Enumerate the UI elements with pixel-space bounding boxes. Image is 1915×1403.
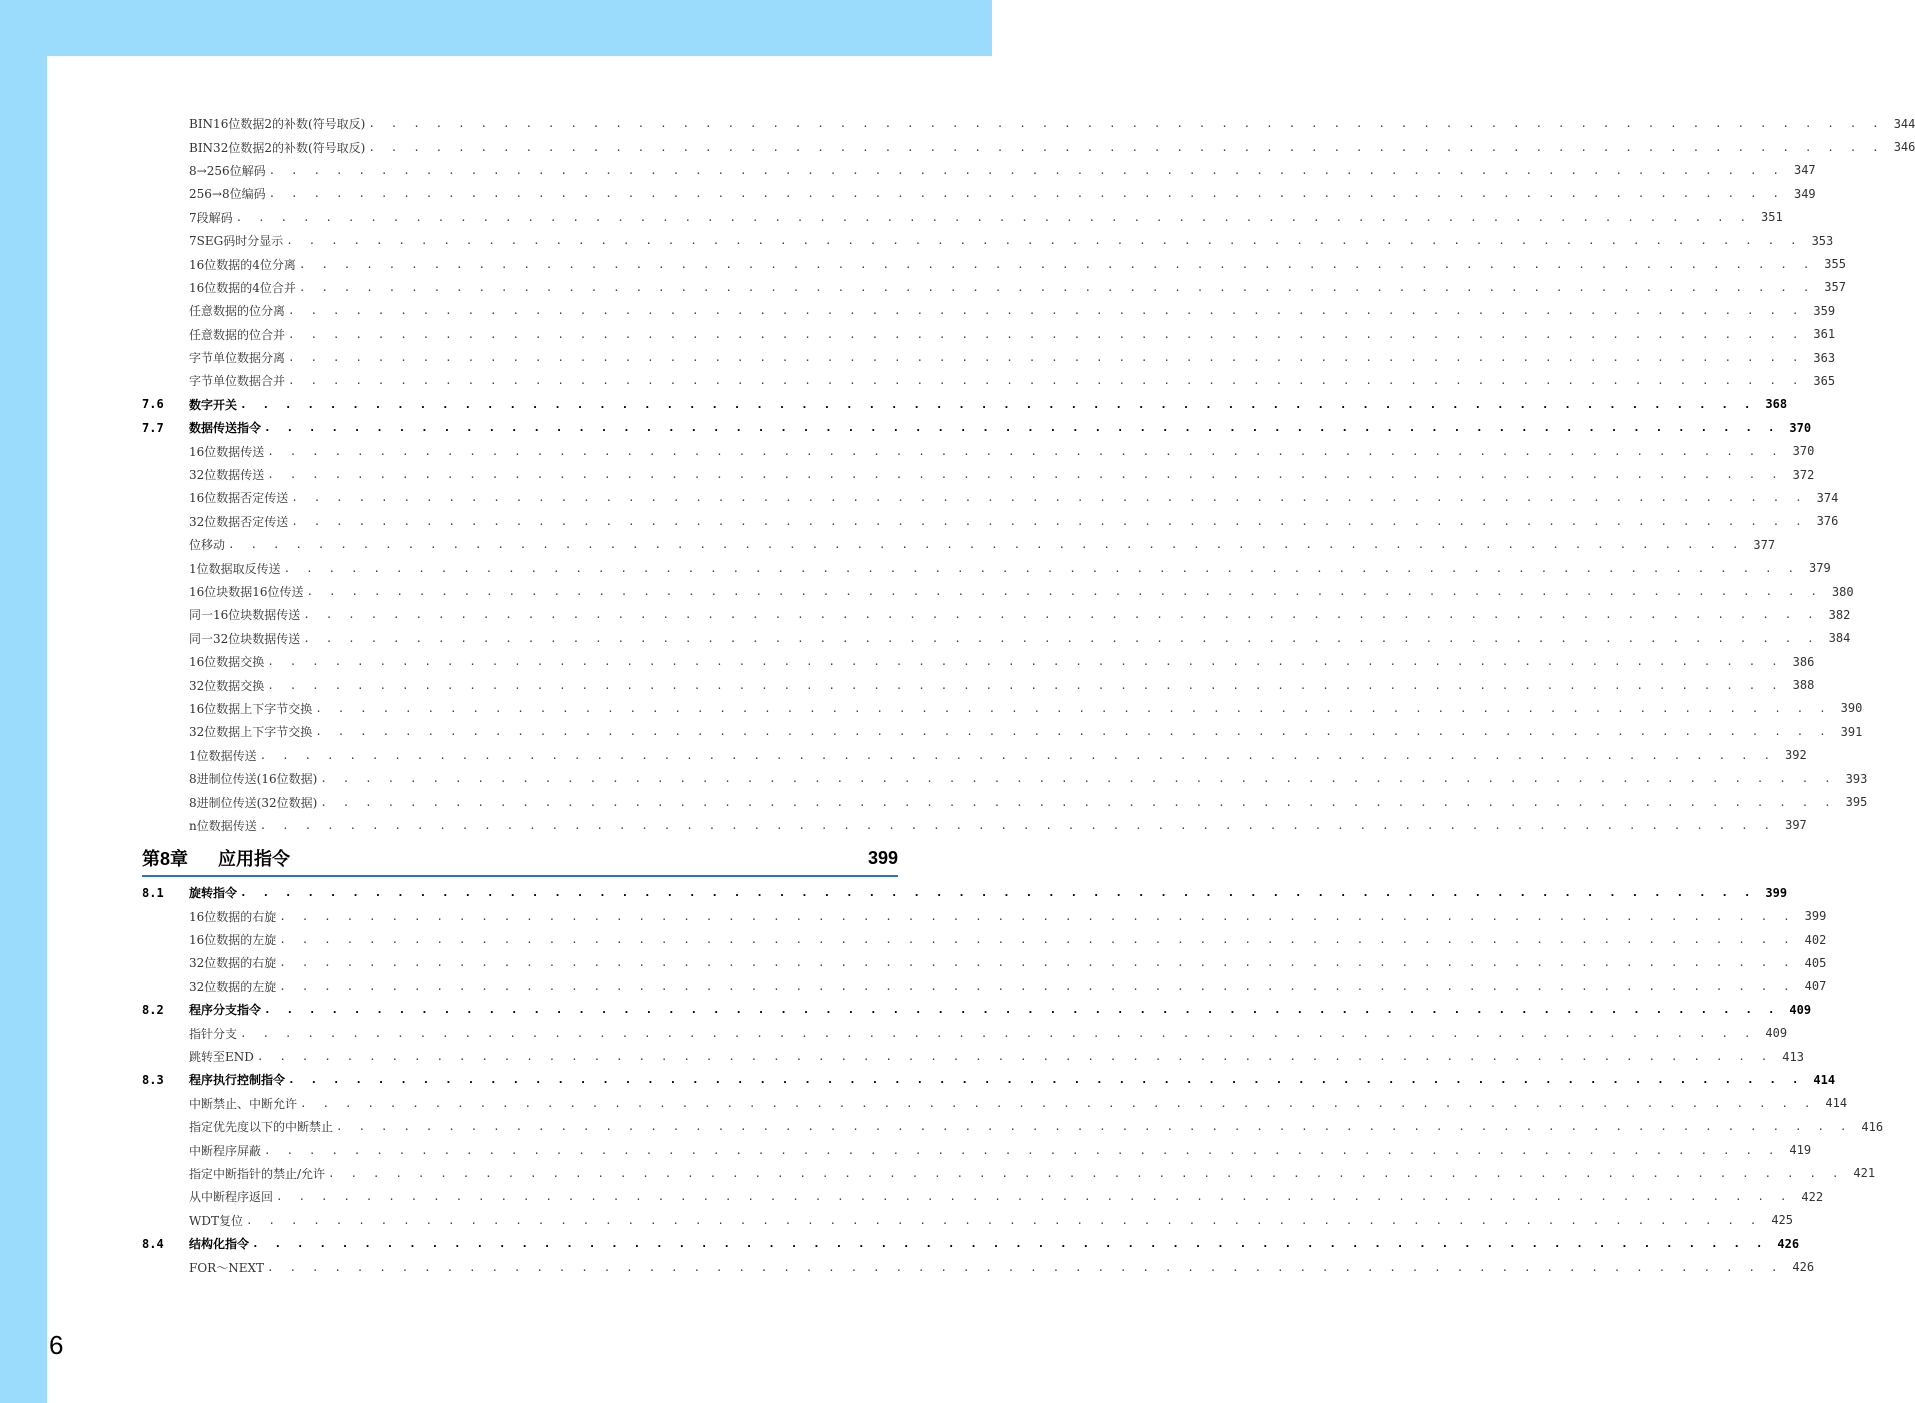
- dot-leader: . . . . . . . . . . . . . . . . . . . . . . . . . . . . . . . . . . . . . . . . . . . . . . . . . . . . . . . . . . . . . . . . . . . .: [267, 655, 1783, 669]
- toc-entry[interactable]: [142, 928, 1827, 951]
- section-number: 7.7: [142, 420, 164, 435]
- toc-entry[interactable]: [142, 580, 1854, 603]
- toc-entry[interactable]: [142, 1138, 1812, 1161]
- entry-title: 字节单位数据分离: [142, 349, 288, 366]
- dot-leader: . . . . . . . . . . . . . . . . . . . . . . . . . . . . . . . . . . . . . . . . . . . . . . . . . . . . . . . . . . . . . . . . . . . .: [245, 1213, 1762, 1227]
- left-margin-band: [0, 0, 47, 1403]
- top-header-band: [0, 0, 992, 56]
- toc-entry[interactable]: [142, 975, 1827, 998]
- toc-entry[interactable]: [142, 951, 1827, 974]
- entry-title: n位数据传送: [142, 817, 260, 834]
- entry-title: 同一32位块数据传送: [142, 630, 303, 647]
- section-number: 8.2: [142, 1002, 164, 1017]
- toc-entry[interactable]: [142, 627, 1851, 650]
- entry-title: 1位数据传送: [142, 747, 260, 764]
- dot-leader: . . . . . . . . . . . . . . . . . . . . . . . . . . . . . . . . . . . . . . . . . . . . . . . . . . . . . . . . . . . . . . . . . . . .: [288, 304, 1804, 318]
- entry-page-number: 425: [1771, 1213, 1794, 1228]
- entry-page-number: 372: [1792, 467, 1815, 482]
- entry-page-number: 414: [1813, 1072, 1836, 1087]
- entry-page-number: 426: [1792, 1260, 1815, 1275]
- entry-page-number: 376: [1816, 514, 1839, 529]
- entry-title: FOR～NEXT: [142, 1259, 267, 1276]
- entry-title: 字节单位数据合并: [142, 372, 288, 389]
- toc-entry[interactable]: [142, 1115, 1884, 1138]
- entry-title: BIN32位数据2的补数(符号取反): [142, 139, 368, 156]
- section-number: 7.6: [142, 397, 164, 412]
- dot-leader: . . . . . . . . . . . . . . . . . . . . . . . . . . . . . . . . . . . . . . . . . . . . . . . . . . . . . . . . . . . . . . . . . . . .: [240, 886, 1756, 900]
- toc-entry[interactable]: [142, 135, 1915, 158]
- toc-entry[interactable]: [142, 252, 1846, 275]
- section-number: 8.3: [142, 1072, 164, 1087]
- entry-page-number: 413: [1782, 1049, 1804, 1064]
- entry-title: 32位数据交换: [142, 677, 267, 694]
- toc-entry[interactable]: [142, 533, 1776, 556]
- entry-page-number: 363: [1813, 350, 1836, 365]
- dot-leader: . . . . . . . . . . . . . . . . . . . . . . . . . . . . . . . . . . . . . . . . . . . . . . . . . . . . . . . . . . . . . . . . . . . .: [268, 187, 1784, 201]
- entry-title: 8进制位传送(16位数据): [142, 770, 320, 787]
- entry-title: 16位数据传送: [142, 443, 267, 460]
- toc-entry[interactable]: [142, 486, 1839, 509]
- toc-entry[interactable]: [142, 159, 1816, 182]
- dot-leader: . . . . . . . . . . . . . . . . . . . . . . . . . . . . . . . . . . . . . . . . . . . . . . . . . . . . . . . . . . . . . . . . . . . .: [279, 979, 1795, 993]
- entry-title: 32位数据上下字节交换: [142, 723, 315, 740]
- entry-page-number: 386: [1792, 654, 1815, 669]
- entry-page-number: 391: [1840, 724, 1863, 739]
- entry-page-number: 365: [1813, 373, 1836, 388]
- dot-leader: . . . . . . . . . . . . . . . . . . . . . . . . . . . . . . . . . . . . . . . . . . . . . . . . . . . . . . . . . . . . . . . . . . . .: [336, 1120, 1852, 1134]
- dot-leader: . . . . . . . . . . . . . . . . . . . . . . . . . . . . . . . . . . . . . . . . . . . . . . . . . . . . . . . . . . . . . . . . . . . .: [288, 374, 1804, 388]
- entry-title: 中断禁止、中断允许: [142, 1095, 300, 1112]
- dot-leader: . . . . . . . . . . . . . . . . . . . . . . . . . . . . . . . . . . . . . . . . . . . . . . . . . . . . . . . . . . . . . . . . . . . .: [279, 909, 1795, 923]
- dot-leader: . . . . . . . . . . . . . . . . . . . . . . . . . . . . . . . . . . . . . . . . . . . . . . . . . . . . . . . . . . . . . . . . . . . .: [300, 1096, 1816, 1110]
- toc-entry[interactable]: [142, 1045, 1804, 1068]
- entry-page-number: 416: [1861, 1119, 1884, 1134]
- dot-leader: . . . . . . . . . . . . . . . . . . . . . . . . . . . . . . . . . . . . . . . . . . . . . . . . . . . . . . . . . . . . . . . . . . . .: [303, 631, 1819, 645]
- entry-page-number: 346: [1893, 140, 1915, 155]
- table-of-contents: [142, 112, 1915, 1279]
- dot-leader: . . . . . . . . . . . . . . . . . . . . . . . . . . . . . . . . . . . . . . . . . . . . . . . . . . . . . . . . . . . . . . . . . . . .: [268, 163, 1784, 177]
- dot-leader: . . . . . . . . . . . . . . . . . . . . . . . . . . . . . . . . . . . . . . . . . . . . . . . . . . . . . . . . . . . . . . . . . . . .: [288, 1073, 1804, 1087]
- entry-title: 结构化指令: [189, 1235, 252, 1252]
- entry-title: BIN16位数据2的补数(符号取反): [142, 115, 368, 132]
- dot-leader: . . . . . . . . . . . . . . . . . . . . . . . . . . . . . . . . . . . . . . . . . . . . . . . . . . . . . . . . . . . . . . . . . . . .: [291, 491, 1807, 505]
- entry-title: 16位数据上下字节交换: [142, 700, 315, 717]
- toc-section-entry[interactable]: [142, 1232, 1800, 1255]
- entry-title: 16位数据否定传送: [142, 489, 291, 506]
- dot-leader: . . . . . . . . . . . . . . . . . . . . . . . . . . . . . . . . . . . . . . . . . . . . . . . . . . . . . . . . . . . . . . . . . . . .: [267, 1260, 1783, 1274]
- entry-title: 数字开关: [189, 396, 240, 413]
- entry-title: 指定优先度以下的中断禁止: [142, 1118, 336, 1135]
- entry-title: 16位数据的右旋: [142, 908, 279, 925]
- dot-leader: . . . . . . . . . . . . . . . . . . . . . . . . . . . . . . . . . . . . . . . . . . . . . . . . . . . . . . . . . . . . . . . . . . . .: [264, 1143, 1780, 1157]
- toc-entry[interactable]: [142, 206, 1783, 229]
- dot-leader: . . . . . . . . . . . . . . . . . . . . . . . . . . . . . . . . . . . . . . . . . . . . . . . . . . . . . . . . . . . . . . . . . . . .: [259, 748, 1775, 762]
- entry-page-number: 377: [1753, 537, 1776, 552]
- dot-leader: . . . . . . . . . . . . . . . . . . . . . . . . . . . . . . . . . . . . . . . . . . . . . . . . . . . . . . . . . . . . . . . . . . . .: [264, 421, 1780, 435]
- entry-page-number: 351: [1761, 210, 1783, 225]
- toc-entry[interactable]: [142, 112, 1915, 135]
- toc-section-entry[interactable]: [142, 416, 1812, 439]
- entry-title: 8进制位传送(32位数据): [142, 794, 320, 811]
- entry-page-number: 397: [1785, 818, 1807, 833]
- entry-page-number: 421: [1853, 1166, 1876, 1181]
- entry-page-number: 382: [1828, 607, 1851, 622]
- toc-entry[interactable]: [142, 1162, 1876, 1185]
- entry-title: 7SEG码时分显示: [142, 232, 286, 249]
- dot-leader: . . . . . . . . . . . . . . . . . . . . . . . . . . . . . . . . . . . . . . . . . . . . . . . . . . . . . . . . . . . . . . . . . . . .: [288, 327, 1804, 341]
- dot-leader: . . . . . . . . . . . . . . . . . . . . . . . . . . . . . . . . . . . . . . . . . . . . . . . . . . . . . . . . . . . . . . . . . . . .: [228, 538, 1744, 552]
- entry-title: 程序执行控制指令: [189, 1071, 288, 1088]
- toc-entry[interactable]: [142, 556, 1831, 579]
- entry-title: 16位数据交换: [142, 653, 267, 670]
- entry-title: 32位数据否定传送: [142, 513, 291, 530]
- entry-title: WDT复位: [142, 1212, 246, 1229]
- dot-leader: . . . . . . . . . . . . . . . . . . . . . . . . . . . . . . . . . . . . . . . . . . . . . . . . . . . . . . . . . . . . . . . . . . . .: [320, 772, 1836, 786]
- entry-page-number: 344: [1893, 116, 1915, 131]
- toc-section-entry[interactable]: [142, 881, 1788, 904]
- entry-title: 跳转至END: [142, 1048, 257, 1065]
- entry-title: 16位数据的4位合并: [142, 279, 299, 296]
- dot-leader: . . . . . . . . . . . . . . . . . . . . . . . . . . . . . . . . . . . . . . . . . . . . . . . . . . . . . . . . . . . . . . . . . . . .: [256, 1050, 1772, 1064]
- entry-page-number: 395: [1845, 795, 1868, 810]
- entry-title: 指针分支: [142, 1025, 240, 1042]
- entry-title: 1位数据取反传送: [142, 560, 284, 577]
- entry-page-number: 368: [1765, 397, 1788, 412]
- toc-entry[interactable]: [142, 744, 1807, 767]
- toc-entry[interactable]: [142, 1255, 1815, 1278]
- dot-leader: . . . . . . . . . . . . . . . . . . . . . . . . . . . . . . . . . . . . . . . . . . . . . . . . . . . . . . . . . . . . . . . . . . . .: [368, 117, 1884, 131]
- toc-entry[interactable]: [142, 369, 1836, 392]
- dot-leader: . . . . . . . . . . . . . . . . . . . . . . . . . . . . . . . . . . . . . . . . . . . . . . . . . . . . . . . . . . . . . . . . . . . .: [267, 468, 1783, 482]
- dot-leader: . . . . . . . . . . . . . . . . . . . . . . . . . . . . . . . . . . . . . . . . . . . . . . . . . . . . . . . . . . . . . . . . . . . .: [315, 701, 1831, 715]
- toc-entry[interactable]: [142, 603, 1851, 626]
- entry-page-number: 379: [1809, 561, 1831, 576]
- entry-page-number: 359: [1813, 303, 1836, 318]
- page-number: 6: [49, 1330, 64, 1360]
- section-number: 8.4: [142, 1236, 164, 1251]
- dot-leader: . . . . . . . . . . . . . . . . . . . . . . . . . . . . . . . . . . . . . . . . . . . . . . . . . . . . . . . . . . . . . . . . . . . .: [264, 1003, 1780, 1017]
- entry-page-number: 388: [1792, 678, 1815, 693]
- chapter-title: 应用指令: [218, 849, 290, 870]
- entry-page-number: 349: [1793, 186, 1816, 201]
- toc-entry[interactable]: [142, 1021, 1788, 1044]
- dot-leader: . . . . . . . . . . . . . . . . . . . . . . . . . . . . . . . . . . . . . . . . . . . . . . . . . . . . . . . . . . . . . . . . . . . .: [320, 795, 1836, 809]
- dot-leader: . . . . . . . . . . . . . . . . . . . . . . . . . . . . . . . . . . . . . . . . . . . . . . . . . . . . . . . . . . . . . . . . . . . .: [298, 280, 1814, 294]
- entry-page-number: 419: [1789, 1143, 1812, 1158]
- chapter-page-number: 399: [867, 847, 898, 868]
- entry-page-number: 384: [1828, 631, 1851, 646]
- entry-page-number: 409: [1789, 1002, 1812, 1017]
- chapter-number: 第8章: [142, 849, 189, 870]
- toc-entry[interactable]: [142, 673, 1815, 696]
- entry-page-number: 402: [1804, 932, 1827, 947]
- dot-leader: . . . . . . . . . . . . . . . . . . . . . . . . . . . . . . . . . . . . . . . . . . . . . . . . . . . . . . . . . . . . . . . . . . . .: [252, 1237, 1768, 1251]
- entry-title: 任意数据的位合并: [142, 326, 288, 343]
- toc-entry[interactable]: [142, 790, 1868, 813]
- dot-leader: . . . . . . . . . . . . . . . . . . . . . . . . . . . . . . . . . . . . . . . . . . . . . . . . . . . . . . . . . . . . . . . . . . . .: [368, 140, 1884, 154]
- dot-leader: . . . . . . . . . . . . . . . . . . . . . . . . . . . . . . . . . . . . . . . . . . . . . . . . . . . . . . . . . . . . . . . . . . . .: [279, 933, 1795, 947]
- entry-title: 16位块数据16位传送: [142, 583, 307, 600]
- entry-title: 中断程序屏蔽: [142, 1142, 264, 1159]
- dot-leader: . . . . . . . . . . . . . . . . . . . . . . . . . . . . . . . . . . . . . . . . . . . . . . . . . . . . . . . . . . . . . . . . . . . .: [283, 561, 1799, 575]
- toc-section-entry[interactable]: [142, 998, 1812, 1021]
- toc-entry[interactable]: [142, 1209, 1794, 1232]
- toc-entry[interactable]: [142, 814, 1807, 837]
- entry-title: 16位数据的4位分离: [142, 256, 299, 273]
- dot-leader: . . . . . . . . . . . . . . . . . . . . . . . . . . . . . . . . . . . . . . . . . . . . . . . . . . . . . . . . . . . . . . . . . . . .: [288, 351, 1804, 365]
- entry-title: 程序分支指令: [189, 1001, 264, 1018]
- dot-leader: . . . . . . . . . . . . . . . . . . . . . . . . . . . . . . . . . . . . . . . . . . . . . . . . . . . . . . . . . . . . . . . . . . . .: [286, 234, 1802, 248]
- entry-title: 从中断程序返回: [142, 1188, 276, 1205]
- toc-entry[interactable]: [142, 1092, 1848, 1115]
- entry-title: 32位数据的右旋: [142, 954, 279, 971]
- entry-title: 7段解码: [142, 209, 236, 226]
- entry-page-number: 407: [1804, 979, 1827, 994]
- entry-page-number: 426: [1777, 1236, 1800, 1251]
- toc-entry[interactable]: [142, 229, 1834, 252]
- dot-leader: . . . . . . . . . . . . . . . . . . . . . . . . . . . . . . . . . . . . . . . . . . . . . . . . . . . . . . . . . . . . . . . . . . . .: [303, 608, 1819, 622]
- entry-page-number: 409: [1765, 1026, 1788, 1041]
- entry-title: 位移动: [142, 536, 228, 553]
- entry-page-number: 399: [1804, 909, 1827, 924]
- entry-title: 任意数据的位分离: [142, 302, 288, 319]
- toc-entry[interactable]: [142, 1185, 1824, 1208]
- toc-entry[interactable]: [142, 767, 1868, 790]
- entry-page-number: 393: [1845, 771, 1868, 786]
- dot-leader: . . . . . . . . . . . . . . . . . . . . . . . . . . . . . . . . . . . . . . . . . . . . . . . . . . . . . . . . . . . . . . . . . . . .: [328, 1166, 1844, 1180]
- entry-page-number: 399: [1765, 885, 1788, 900]
- toc-entry[interactable]: [142, 720, 1863, 743]
- dot-leader: . . . . . . . . . . . . . . . . . . . . . . . . . . . . . . . . . . . . . . . . . . . . . . . . . . . . . . . . . . . . . . . . . . . .: [276, 1190, 1792, 1204]
- toc-entry[interactable]: [142, 697, 1863, 720]
- entry-page-number: 405: [1804, 955, 1827, 970]
- dot-leader: . . . . . . . . . . . . . . . . . . . . . . . . . . . . . . . . . . . . . . . . . . . . . . . . . . . . . . . . . . . . . . . . . . . .: [306, 585, 1822, 598]
- entry-title: 16位数据的左旋: [142, 931, 279, 948]
- dot-leader: . . . . . . . . . . . . . . . . . . . . . . . . . . . . . . . . . . . . . . . . . . . . . . . . . . . . . . . . . . . . . . . . . . . .: [279, 956, 1795, 970]
- toc-entry[interactable]: [142, 299, 1836, 322]
- dot-leader: . . . . . . . . . . . . . . . . . . . . . . . . . . . . . . . . . . . . . . . . . . . . . . . . . . . . . . . . . . . . . . . . . . . .: [291, 514, 1807, 528]
- toc-entry[interactable]: [142, 439, 1815, 462]
- dot-leader: . . . . . . . . . . . . . . . . . . . . . . . . . . . . . . . . . . . . . . . . . . . . . . . . . . . . . . . . . . . . . . . . . . . .: [240, 397, 1756, 411]
- entry-title: 32位数据的左旋: [142, 978, 279, 995]
- dot-leader: . . . . . . . . . . . . . . . . . . . . . . . . . . . . . . . . . . . . . . . . . . . . . . . . . . . . . . . . . . . . . . . . . . . .: [235, 210, 1751, 224]
- entry-page-number: 357: [1824, 280, 1846, 295]
- entry-title: 旋转指令: [189, 884, 240, 901]
- entry-page-number: 422: [1801, 1189, 1824, 1204]
- entry-page-number: 380: [1831, 584, 1854, 599]
- toc-entry[interactable]: [142, 510, 1839, 533]
- entry-page-number: 392: [1785, 748, 1807, 763]
- entry-title: 指定中断指针的禁止/允许: [142, 1165, 328, 1182]
- dot-leader: . . . . . . . . . . . . . . . . . . . . . . . . . . . . . . . . . . . . . . . . . . . . . . . . . . . . . . . . . . . . . . . . . . . .: [267, 678, 1783, 692]
- toc-entry[interactable]: [142, 905, 1827, 928]
- dot-leader: . . . . . . . . . . . . . . . . . . . . . . . . . . . . . . . . . . . . . . . . . . . . . . . . . . . . . . . . . . . . . . . . . . . .: [240, 1026, 1756, 1040]
- entry-page-number: 414: [1825, 1096, 1848, 1111]
- entry-page-number: 355: [1824, 257, 1846, 272]
- section-number: 8.1: [142, 885, 164, 900]
- entry-title: 256→8位编码: [142, 185, 269, 202]
- entry-page-number: 370: [1792, 444, 1815, 459]
- dot-leader: . . . . . . . . . . . . . . . . . . . . . . . . . . . . . . . . . . . . . . . . . . . . . . . . . . . . . . . . . . . . . . . . . . . .: [315, 725, 1831, 739]
- toc-entry[interactable]: [142, 276, 1846, 299]
- toc-entry[interactable]: [142, 463, 1815, 486]
- dot-leader: . . . . . . . . . . . . . . . . . . . . . . . . . . . . . . . . . . . . . . . . . . . . . . . . . . . . . . . . . . . . . . . . . . . .: [267, 444, 1783, 458]
- toc-section-entry[interactable]: [142, 1068, 1836, 1091]
- entry-title: 32位数据传送: [142, 466, 267, 483]
- dot-leader: . . . . . . . . . . . . . . . . . . . . . . . . . . . . . . . . . . . . . . . . . . . . . . . . . . . . . . . . . . . . . . . . . . . .: [259, 818, 1775, 832]
- toc-entry[interactable]: [142, 182, 1816, 205]
- entry-page-number: 390: [1840, 701, 1863, 716]
- toc-entry[interactable]: [142, 650, 1815, 673]
- entry-title: 数据传送指令: [189, 419, 264, 436]
- toc-entry[interactable]: [142, 323, 1836, 346]
- entry-title: 同一16位块数据传送: [142, 606, 303, 623]
- entry-page-number: 347: [1793, 163, 1816, 178]
- entry-page-number: 370: [1789, 420, 1812, 435]
- toc-section-entry[interactable]: [142, 393, 1788, 416]
- toc-chapter-heading[interactable]: [142, 841, 898, 877]
- dot-leader: . . . . . . . . . . . . . . . . . . . . . . . . . . . . . . . . . . . . . . . . . . . . . . . . . . . . . . . . . . . . . . . . . . . .: [298, 257, 1814, 271]
- entry-page-number: 361: [1813, 327, 1836, 342]
- entry-page-number: 374: [1816, 490, 1839, 505]
- entry-page-number: 353: [1811, 233, 1834, 248]
- toc-entry[interactable]: [142, 346, 1836, 369]
- entry-title: 8→256位解码: [142, 162, 269, 179]
